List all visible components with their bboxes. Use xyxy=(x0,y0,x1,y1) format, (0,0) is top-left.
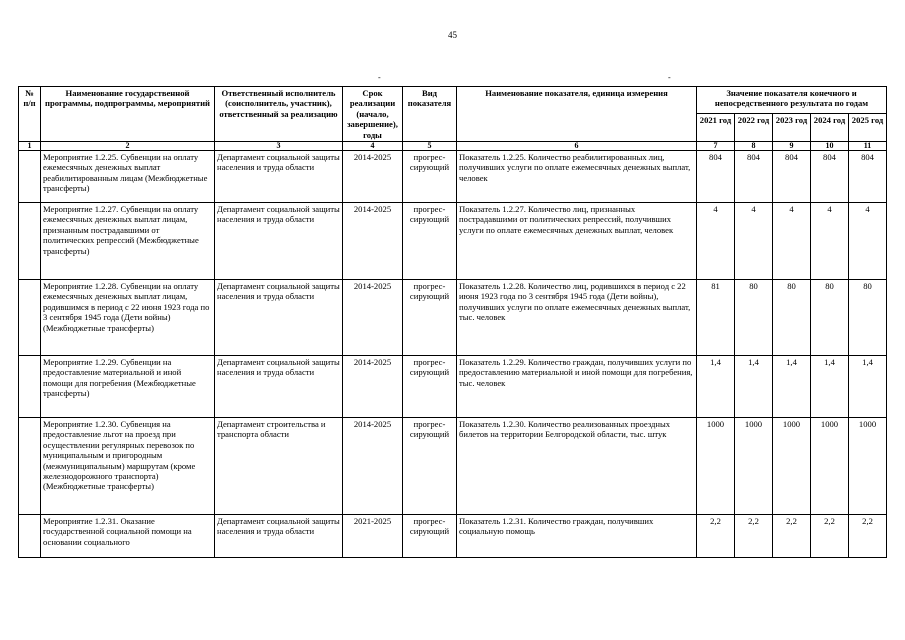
indicator-kind: прогрес-сирующий xyxy=(403,356,457,418)
page-number: 45 xyxy=(448,30,457,40)
value-2025: 80 xyxy=(849,280,887,356)
value-2021: 2,2 xyxy=(697,515,735,558)
value-2022: 804 xyxy=(735,151,773,203)
value-2021: 804 xyxy=(697,151,735,203)
header-name: Наименование государственной программы, подпрограммы, мероприятий xyxy=(41,87,215,142)
value-2025: 1,4 xyxy=(849,356,887,418)
table-row xyxy=(19,418,887,515)
value-2023: 2,2 xyxy=(773,515,811,558)
header-kind: Вид показателя xyxy=(403,87,457,142)
table-row xyxy=(19,515,887,558)
term: 2014-2025 xyxy=(343,418,403,515)
term: 2014-2025 xyxy=(343,203,403,280)
column-number: 8 xyxy=(735,142,773,151)
value-2024: 80 xyxy=(811,280,849,356)
header-year: 2024 год xyxy=(811,114,849,142)
measure-name: Мероприятие 1.2.27. Субвенции на оплату ежемесячных денежных выплат лицам, признанным пострадавшими от политических репрессий (Межбюджетные трансферты) xyxy=(41,203,215,280)
term: 2014-2025 xyxy=(343,280,403,356)
measure-name: Мероприятие 1.2.31. Оказание государственной социальной помощи на основании социального xyxy=(41,515,215,558)
value-2024: 2,2 xyxy=(811,515,849,558)
value-2024: 1000 xyxy=(811,418,849,515)
indicator-name: Показатель 1.2.29. Количество граждан, получивших услуги по предоставлению материальной и иной помощи для погребения, тыс. человек xyxy=(457,356,697,418)
header-year: 2022 год xyxy=(735,114,773,142)
value-2024: 1,4 xyxy=(811,356,849,418)
value-2023: 4 xyxy=(773,203,811,280)
indicator-name: Показатель 1.2.28. Количество лиц, родившихся в период с 22 июня 1923 года по 3 сентября 1945 года (Дети войны), получивших услуги по оплате ежемесячных денежных выплат, тыс. человек xyxy=(457,280,697,356)
responsible: Департамент социальной защиты населения и труда области xyxy=(215,151,343,203)
value-2021: 1000 xyxy=(697,418,735,515)
indicator-name: Показатель 1.2.25. Количество реабилитированных лиц, получивших услуги по оплате ежемесячных денежных выплат, человек xyxy=(457,151,697,203)
indicator-name: Показатель 1.2.31. Количество граждан, получивших социальную помощь xyxy=(457,515,697,558)
row-no xyxy=(19,418,41,515)
row-no xyxy=(19,356,41,418)
header-responsible: Ответственный исполнитель (соисполнитель, участник), ответственный за реализацию xyxy=(215,87,343,142)
value-2021: 81 xyxy=(697,280,735,356)
indicator-kind: прогрес-сирующий xyxy=(403,280,457,356)
value-2025: 1000 xyxy=(849,418,887,515)
column-number: 2 xyxy=(41,142,215,151)
header-indicator: Наименование показателя, единица измерения xyxy=(457,87,697,142)
value-2022: 80 xyxy=(735,280,773,356)
value-2025: 4 xyxy=(849,203,887,280)
indicator-name: Показатель 1.2.27. Количество лиц, признанных пострадавшими от политических репрессий, получивших услуги по оплате ежемесячных денежных выплат, человек xyxy=(457,203,697,280)
value-2021: 1,4 xyxy=(697,356,735,418)
measure-name: Мероприятие 1.2.28. Субвенции на оплату ежемесячных денежных выплат лицам, родившимся в период с 22 июня 1923 года по 3 сентября 1945 года (Дети войны) (Межбюджетные трансферты) xyxy=(41,280,215,356)
header-year: 2021 год xyxy=(697,114,735,142)
indicators-table xyxy=(18,86,887,558)
measure-name: Мероприятие 1.2.25. Субвенции на оплату ежемесячных денежных выплат реабилитированным лицам (Межбюджетные трансферты) xyxy=(41,151,215,203)
column-number: 5 xyxy=(403,142,457,151)
row-no xyxy=(19,280,41,356)
column-number: 1 xyxy=(19,142,41,151)
responsible: Департамент социальной защиты населения и труда области xyxy=(215,356,343,418)
header-term: Срок реализации (начало, завершение), годы xyxy=(343,87,403,142)
term: 2014-2025 xyxy=(343,151,403,203)
responsible: Департамент социальной защиты населения и труда области xyxy=(215,280,343,356)
row-no xyxy=(19,203,41,280)
value-2022: 1000 xyxy=(735,418,773,515)
column-number: 4 xyxy=(343,142,403,151)
measure-name: Мероприятие 1.2.29. Субвенции на предоставление материальной и иной помощи для погребения (Межбюджетные трансферты) xyxy=(41,356,215,418)
responsible: Департамент строительства и транспорта области xyxy=(215,418,343,515)
row-no xyxy=(19,151,41,203)
value-2022: 2,2 xyxy=(735,515,773,558)
table-row xyxy=(19,151,887,203)
value-2024: 4 xyxy=(811,203,849,280)
indicator-kind: прогрес-сирующий xyxy=(403,515,457,558)
value-2025: 804 xyxy=(849,151,887,203)
responsible: Департамент социальной защиты населения и труда области xyxy=(215,203,343,280)
indicator-kind: прогрес-сирующий xyxy=(403,203,457,280)
table-row xyxy=(19,280,887,356)
value-2022: 1,4 xyxy=(735,356,773,418)
term: 2021-2025 xyxy=(343,515,403,558)
column-number: 6 xyxy=(457,142,697,151)
table-row xyxy=(19,203,887,280)
indicator-kind: прогрес-сирующий xyxy=(403,418,457,515)
value-2023: 1000 xyxy=(773,418,811,515)
header-year: 2023 год xyxy=(773,114,811,142)
value-2023: 80 xyxy=(773,280,811,356)
table-row xyxy=(19,356,887,418)
column-number: 9 xyxy=(773,142,811,151)
indicator-name: Показатель 1.2.30. Количество реализованных проездных билетов на территории Белгородской области, тыс. штук xyxy=(457,418,697,515)
header-values: Значение показателя конечного и непосредственного результата по годам xyxy=(697,87,887,114)
column-number: 3 xyxy=(215,142,343,151)
row-no xyxy=(19,515,41,558)
responsible: Департамент социальной защиты населения и труда области xyxy=(215,515,343,558)
measure-name: Мероприятие 1.2.30. Субвенция на предоставление льгот на проезд при осуществлении регулярных перевозок по муниципальным и пригородным (межмуниципальным) маршрутам (кроме железнодорожного транспорта) (Межбюджетные трансферты) xyxy=(41,418,215,515)
value-2021: 4 xyxy=(697,203,735,280)
value-2024: 804 xyxy=(811,151,849,203)
column-number: 7 xyxy=(697,142,735,151)
value-2022: 4 xyxy=(735,203,773,280)
header-year: 2025 год xyxy=(849,114,887,142)
indicator-kind: прогрес-сирующий xyxy=(403,151,457,203)
scan-mark: - xyxy=(378,73,381,82)
value-2023: 804 xyxy=(773,151,811,203)
term: 2014-2025 xyxy=(343,356,403,418)
value-2025: 2,2 xyxy=(849,515,887,558)
header-no: № п/п xyxy=(19,87,41,142)
column-number: 10 xyxy=(811,142,849,151)
column-number: 11 xyxy=(849,142,887,151)
scan-mark: - xyxy=(668,73,671,82)
value-2023: 1,4 xyxy=(773,356,811,418)
